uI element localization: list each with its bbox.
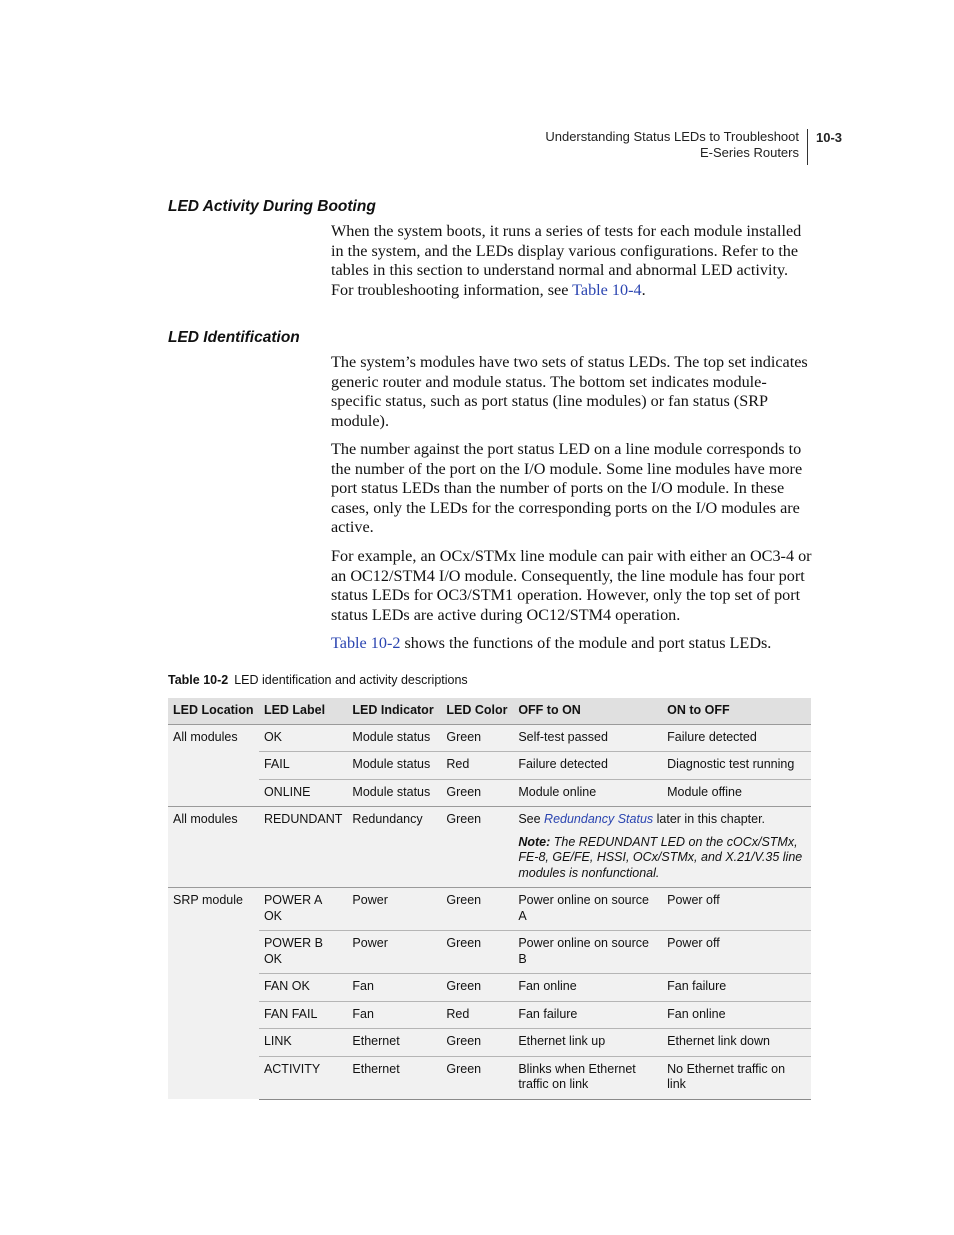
redundancy-status-link[interactable]: Redundancy Status <box>544 812 654 826</box>
section-heading-identification: LED Identification <box>168 329 300 346</box>
identification-paragraph-1: The system’s modules have two sets of status LEDs. The top set indicates generic router and module status. The bottom set indicates module-specific status, such as port status (line modules) or fan status (SRP module). <box>331 353 808 430</box>
running-header-line2: E-Series Routers <box>700 144 799 160</box>
led-label-cell: OK <box>259 724 347 752</box>
led-color-cell: Green <box>441 724 513 752</box>
led-indicator-cell: Ethernet <box>347 1056 441 1099</box>
location-cell: SRP module <box>168 888 259 1100</box>
on-to-off-cell: Ethernet link down <box>662 1029 811 1057</box>
booting-end: . <box>641 280 646 299</box>
led-indicator-cell: Fan <box>347 1001 441 1029</box>
table-10-2-link[interactable]: Table 10-2 <box>331 634 401 652</box>
table-row <box>168 807 811 888</box>
table-caption-label: Table 10-2 <box>168 673 229 687</box>
led-color-cell: Red <box>441 752 513 780</box>
led-label-cell: FAN OK <box>259 974 347 1002</box>
off-to-on-cell: Failure detected <box>513 752 662 780</box>
led-label-cell: FAN FAIL <box>259 1001 347 1029</box>
led-color-cell: Green <box>441 974 513 1002</box>
led-color-cell: Green <box>441 1056 513 1099</box>
table-10-4-link[interactable]: Table 10-4 <box>572 280 642 299</box>
table-row <box>168 1001 811 1029</box>
led-label-cell: POWER B OK <box>259 931 347 974</box>
on-to-off-cell: Failure detected <box>662 724 811 752</box>
on-to-off-cell: Power off <box>662 931 811 974</box>
off-to-on-cell: Power online on source B <box>513 931 662 974</box>
led-color-cell: Green <box>441 888 513 931</box>
led-indicator-cell: Power <box>347 888 441 931</box>
table-row <box>168 931 811 974</box>
location-cell: All modules <box>168 724 259 807</box>
off-to-on-cell: Fan failure <box>513 1001 662 1029</box>
section-heading-booting: LED Activity During Booting <box>168 198 376 215</box>
booting-paragraph <box>331 222 813 300</box>
off-to-on-cell: Power online on source A <box>513 888 662 931</box>
running-header <box>500 129 843 165</box>
see-prefix: See <box>518 812 545 826</box>
header-led-color: LED Color <box>441 698 513 724</box>
on-to-off-cell: Power off <box>662 888 811 931</box>
off-to-on-cell: Self-test passed <box>513 724 662 752</box>
led-indicator-cell: Fan <box>347 974 441 1002</box>
on-to-off-cell: Fan online <box>662 1001 811 1029</box>
table-row <box>168 888 811 931</box>
on-to-off-cell: Module offine <box>662 779 811 807</box>
page-number: 10-3 <box>816 130 843 145</box>
table-caption-text: LED identification and activity descriptions <box>234 673 468 687</box>
led-indicator-cell: Ethernet <box>347 1029 441 1057</box>
on-to-off-cell: Fan failure <box>662 974 811 1002</box>
led-color-cell: Green <box>441 779 513 807</box>
group-all-modules-status <box>168 724 811 807</box>
led-indicator-cell: Power <box>347 931 441 974</box>
led-color-cell: Green <box>441 807 513 888</box>
table-row <box>168 1056 811 1099</box>
identification-paragraph-4 <box>331 634 813 654</box>
header-led-location: LED Location <box>168 698 259 724</box>
off-to-on-cell: Module online <box>513 779 662 807</box>
table-row <box>168 779 811 807</box>
running-header-line1: Understanding Status LEDs to Troubleshoot <box>545 129 799 144</box>
on-to-off-cell: No Ethernet traffic on link <box>662 1056 811 1099</box>
led-label-cell: LINK <box>259 1029 347 1057</box>
table-caption <box>168 673 468 687</box>
see-suffix: later in this chapter. <box>653 812 766 826</box>
header-off-to-on: OFF to ON <box>513 698 662 724</box>
led-indicator-cell: Module status <box>347 752 441 780</box>
note-text: The REDUNDANT LED on the cOCx/STMx, FE-8, GE/FE, HSSI, OCx/STMx, and X.21/V.35 line modules is nonfunctional. <box>518 834 803 880</box>
on-to-off-cell: Diagnostic test running <box>662 752 811 780</box>
running-header-title <box>545 129 799 160</box>
off-to-on-cell: Fan online <box>513 974 662 1002</box>
table-row <box>168 724 811 752</box>
led-table <box>168 698 811 1100</box>
led-color-cell: Green <box>441 1029 513 1057</box>
identification-paragraph-2: The number against the port status LED on a line module corresponds to the number of the port on the I/O module. Some line modules have more port status LEDs than the number of ports on the I/O module. In these cases, only the LEDs for the corresponding ports on the I/O modules are active. <box>331 440 803 536</box>
table-row <box>168 1029 811 1057</box>
led-label-cell: ACTIVITY <box>259 1056 347 1099</box>
led-color-cell: Green <box>441 931 513 974</box>
off-to-on-cell: Blinks when Ethernet traffic on link <box>513 1056 662 1099</box>
table-row <box>168 752 811 780</box>
identification-paragraph-3: For example, an OCx/STMx line module can pair with either an OC3-4 or an OC12/STM4 I/O module. Consequently, the line module has four port status LEDs for OC3/STM1 operation. However, only the top set of port status LEDs are active during OC12/STM4 operation. <box>331 547 812 624</box>
led-color-cell: Red <box>441 1001 513 1029</box>
led-indicator-cell: Module status <box>347 724 441 752</box>
led-label-cell: FAIL <box>259 752 347 780</box>
booting-text: When the system boots, it runs a series of tests for each module installed in the system, and the LEDs display various configurations. Refer to the tables in this section to understand normal and abnormal LED activity. For troubleshooting information, see <box>331 222 802 299</box>
header-led-indicator: LED Indicator <box>347 698 441 724</box>
led-indicator-cell: Redundancy <box>347 807 441 888</box>
led-label-cell: POWER A OK <box>259 888 347 931</box>
identification-p4-text: shows the functions of the module and port status LEDs. <box>400 634 772 652</box>
group-srp-module <box>168 888 811 1100</box>
header-led-label: LED Label <box>259 698 347 724</box>
led-label-cell: ONLINE <box>259 779 347 807</box>
note-label: Note: <box>518 834 551 849</box>
table-row <box>168 974 811 1002</box>
off-to-on-cell: Ethernet link up <box>513 1029 662 1057</box>
header-divider <box>807 129 808 165</box>
location-cell: All modules <box>168 807 259 888</box>
table-header-row <box>168 698 811 724</box>
group-all-modules-redundancy <box>168 807 811 888</box>
led-indicator-cell: Module status <box>347 779 441 807</box>
redundancy-description-cell <box>513 807 811 888</box>
led-label-cell: REDUNDANT <box>259 807 347 888</box>
redundancy-note <box>518 835 806 882</box>
header-on-to-off: ON to OFF <box>662 698 811 724</box>
